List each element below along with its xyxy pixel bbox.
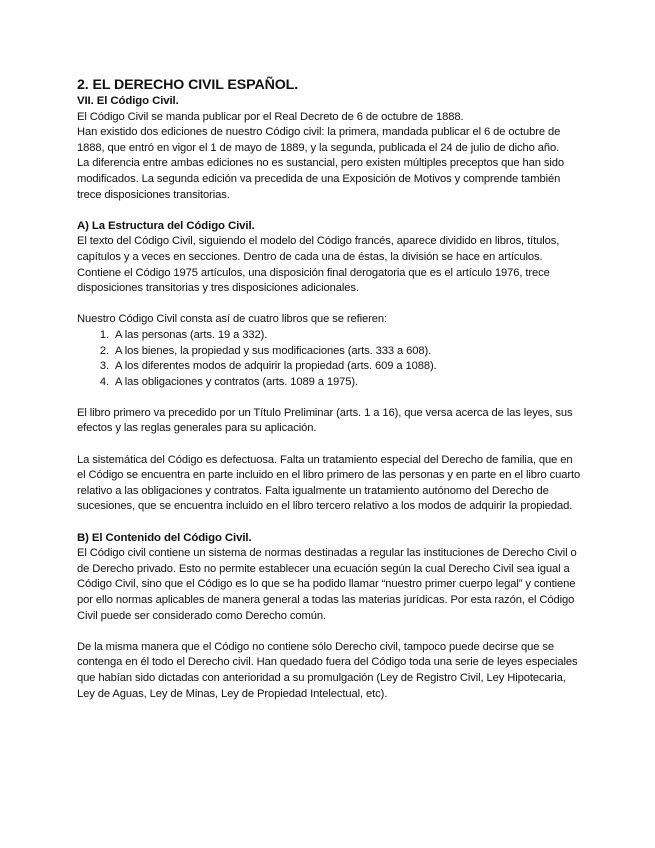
section-vii-paragraph: El Código Civil se manda publicar por el Real Decreto de 6 de octubre de 1888. xyxy=(77,110,464,123)
section-vii-heading: VII. El Código Civil. xyxy=(77,95,179,107)
section-b-heading: B) El Contenido del Código Civil. xyxy=(77,531,252,544)
books-list xyxy=(77,328,582,390)
document-page xyxy=(77,76,582,702)
list-item: 1. A las personas (arts. 19 a 332). xyxy=(112,328,582,344)
section-b-paragraph: De la misma manera que el Código no contiene sólo Derecho civil, tampoco puede decirse que se contenga en él todo el Derecho civil. Han quedado fuera del Código toda una serie de leyes especiales que habían sido dictadas con anterioridad a su promulgación (Ley de Registro Civil, Ley Hipotecaria, Ley de Aguas, Ley de Minas, Ley de Propiedad Intelectual, etc). xyxy=(77,640,578,700)
list-item: 3. A los diferentes modos de adquirir la propiedad (arts. 609 a 1088). xyxy=(112,359,582,375)
list-item: 4. A las obligaciones y contratos (arts. 1089 a 1975). xyxy=(112,375,582,391)
section-b-paragraph: El Código civil contiene un sistema de normas destinadas a regular las instituciones de Derecho Civil o de Derecho privado. Esto no permite establecer una ecuación según la cual Derecho Civil sea igual a Código Civil, sino que el Código es lo que se ha podido llamar “nuestro primer cuerpo legal” y contiene por ello normas aplicables de manera general a todas las materias jurídicas. Por esta razón, el Código Civil puede ser considerado como Derecho común. xyxy=(77,547,577,622)
section-a-heading: A) La Estructura del Código Civil. xyxy=(77,219,255,232)
list-item: 2. A los bienes, la propiedad y sus modificaciones (arts. 333 a 608). xyxy=(112,344,582,360)
section-vii-paragraph: La diferencia entre ambas ediciones no es sustancial, pero existen múltiples preceptos que han sido modificados. La segunda edición va precedida de una Exposición de Motivos y comprende también trece disposiciones transitorias. xyxy=(77,157,564,201)
books-intro: Nuestro Código Civil consta así de cuatro libros que se refieren: xyxy=(77,313,388,326)
section-a-paragraph: La sistemática del Código es defectuosa. Falta un tratamiento especial del Derecho de familia, que en el Código se encuentra en parte incluido en el libro primero de las personas y en parte en el libro cuarto relativo a las obligaciones y contratos. Falta igualmente un tratamiento autónomo del Derecho de sucesiones, que se encuentra incluido en el libro tercero relativo a los modos de adquirir la propiedad. xyxy=(77,453,581,513)
document-title: 2. EL DERECHO CIVIL ESPAÑOL. xyxy=(77,77,299,93)
section-a-paragraph: El texto del Código Civil, siguiendo el modelo del Código francés, aparece dividido en libros, títulos, capítulos y a veces en secciones. Dentro de cada una de éstas, la división se hace en artículos. Contiene el Código 1975 artículos, una disposición final derogatoria que es el artículo 1976, trece disposiciones transitorias y tres disposiciones adicionales. xyxy=(77,235,560,295)
section-vii-paragraph: Han existido dos ediciones de nuestro Código civil: la primera, mandada publicar el 6 de octubre de 1888, que entró en vigor el 1 de mayo de 1889, y la segunda, publicada el 24 de julio de dicho año. xyxy=(77,126,561,154)
section-a-paragraph: El libro primero va precedido por un Título Preliminar (arts. 1 a 16), que versa acerca de las leyes, sus efectos y las reglas generales para su aplicación. xyxy=(77,406,573,435)
